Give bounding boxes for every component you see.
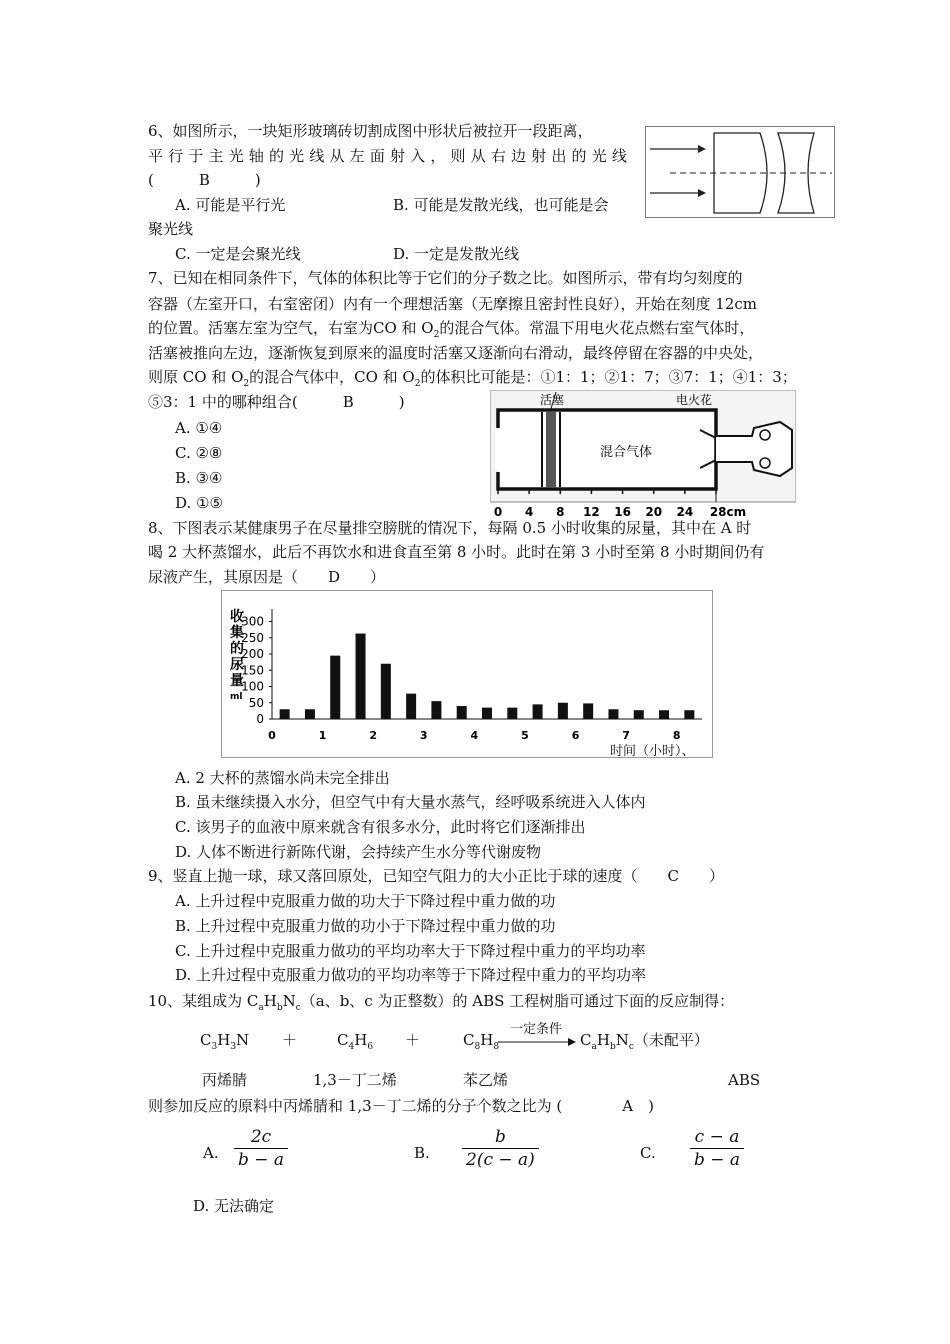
q7-line3: 的位置。活塞左室为空气，右室为CO 和 $O_2$的混合气体。常温下用电火花点燃右室气体时， [148,319,755,340]
bar [356,634,366,719]
q9-option-b: B. 上升过程中克服重力做的功小于下降过程中重力做的功 [175,917,556,935]
q6-option-d: D. 一定是发散光线 [393,245,520,263]
y-tick-label: 50 [248,695,264,710]
q6-option-c: C. 一定是会聚光线 [175,245,301,263]
y-tick-label: 300 [241,614,264,629]
gas-label: 混合气体 [600,445,653,460]
plus-sign-2: ＋ [405,1031,421,1049]
bar [381,664,391,719]
plus-sign-1: ＋ [282,1031,298,1049]
q8-option-a: A. 2 大杯的蒸馏水尚未完全排出 [175,769,390,787]
bar [431,701,441,719]
lens-figure [645,126,835,218]
q6-option-a: A. 可能是平行光 [175,196,286,214]
q9-option-d: D. 上升过程中克服重力做功的平均功率等于下降过程中重力的平均功率 [175,966,647,984]
q7-line4: 活塞被推向左边，逐渐恢复到原来的温度时活塞又逐渐向右滑动，最终停留在容器的中央处， [148,344,764,362]
x-tick-label: 3 [419,729,428,742]
x-tick-label: 7 [622,729,630,742]
spark-label: 电火花 [676,393,713,407]
bar [634,710,644,719]
q7-line1: 7、已知在相同条件下，气体的体积比等于它们的分子数之比。如图所示，带有均匀刻度的 [148,269,743,287]
x-tick-label: 4 [470,729,479,742]
bar [330,656,340,719]
q8-line2: 喝 2 大杯蒸馏水，此后不再饮水和进食直至第 8 小时。此时在第 3 小时至第 8 小时期间仍有 [148,543,765,561]
name-butadiene: 1,3－丁二烯 [313,1071,397,1089]
q6-line2: 平 行 于 主 光 轴 的 光 线 从 左 面 射 入 ， 则 从 右 边 射 出 的 光 线 [148,147,628,165]
q7-option-d: D. ①⑤ [175,494,223,512]
chart-ylabel: 收集的尿量 ml [230,609,244,702]
name-acrylonitrile: 丙烯腈 [202,1071,248,1089]
y-tick-label: 250 [241,630,264,645]
scale-tick-label: 0 [493,505,503,519]
q6-option-b-cont: 聚光线 [148,220,194,238]
q10-line1: 10、某组成为 $C_aH_bN_c(a$、b、c 为正整数）的 ABS 工程树脂可通过下面的反应制得： [148,992,735,1013]
x-tick-label: 8 [672,729,681,742]
bar [533,704,543,719]
scale-tick-label: 16 [614,505,631,519]
q10-option-d: D. 无法确定 [193,1197,275,1215]
y-tick-label: 200 [241,647,264,661]
bar [305,709,315,719]
product-abs: $C_aH_bN_c$（未配平） [580,1031,709,1052]
urine-chart [221,590,713,758]
bar [684,710,694,719]
lens-diagram [646,127,834,217]
scale-tick-label: 28cm [709,505,747,519]
name-styrene: 苯乙烯 [463,1071,509,1089]
y-tick-label: 0 [256,712,264,726]
name-abs: ABS [728,1071,761,1089]
reaction-arrow [498,1038,578,1046]
scale-tick-label: 8 [556,505,565,519]
scale-tick-label: 24 [676,505,694,519]
q10-option-c-label: C. [640,1144,656,1162]
piston-diagram [490,390,796,520]
q7-line2: 容器（左室开口，右室密闭）内有一个理想活塞（无摩擦且密封性良好），开始在刻度 12cm [148,295,757,313]
fraction-c: $\frac{c - a}{b - a}$ [690,1126,744,1171]
y-tick-label: 100 [241,679,264,694]
bar [280,709,290,719]
q6-line1: 6、如图所示，一块矩形玻璃砖切割成图中形状后被拉开一段距离， [148,122,593,140]
q7-option-c: C. ②⑧ [175,444,223,462]
reactant-styrene: $C_8H_8$ [463,1031,500,1052]
q6-option-b: B. 可能是发散光线，也可能是会 [393,196,609,214]
q6-answer: ( B ) [148,171,261,189]
scale-tick-label: 4 [524,505,534,519]
y-tick-label: 150 [241,663,264,678]
reactant-acrylonitrile: $C_3H_3N$ [200,1031,250,1052]
q7-option-b: B. ③④ [175,469,223,487]
x-tick-label: 5 [521,729,529,742]
bar [507,708,517,719]
x-tick-label: 0 [268,729,276,742]
q9-line1: 9、竖直上抛一球，球又落回原处，已知空气阻力的大小正比于球的速度（ C ） [148,867,725,885]
reactant-butadiene: $C_4H_6$ [337,1031,374,1052]
q8-line1: 8、下图表示某健康男子在尽量排空膀胱的情况下，每隔 0.5 小时收集的尿量，其中在 A 时 [148,519,752,537]
q8-option-b: B. 虽未继续摄入水分，但空气中有大量水蒸气，经呼吸系统进入人体内 [175,793,646,811]
q7-option-a: A. ①④ [175,419,223,437]
q8-option-d: D. 人体不断进行新陈代谢，会持续产生水分等代谢废物 [175,843,542,861]
fraction-a: $\frac{2c}{b - a}$ [234,1126,288,1171]
x-tick-label: 6 [571,729,580,742]
piston-label: 活塞 [540,393,565,407]
q10-option-a-label: A. [203,1144,219,1162]
q10-question: 则参加反应的原料中丙烯腈和 1,3－丁二烯的分子个数之比为 ( A ) [148,1097,654,1115]
bar [406,694,416,719]
scale-tick-label: 12 [583,505,600,519]
scale-tick-label: 20 [645,505,663,519]
x-tick-label: 1 [318,729,327,742]
q8-option-c: C. 该男子的血液中原来就含有很多水分，此时将它们逐渐排出 [175,818,586,836]
bar [583,703,593,719]
piston-figure [490,390,796,520]
q8-line3: 尿液产生，其原因是（ D ） [148,568,386,586]
chart-xlabel: 时间（小时）、 [610,744,695,759]
q7-line5: 则原 CO 和 $O_2$的混合气体中，CO 和 $O_2$的体积比可能是：①1：1；②1：7；③7：1；④1：3； [148,368,797,389]
fraction-b: $\frac{b}{2(c - a)}$ [462,1126,539,1171]
q9-option-a: A. 上升过程中克服重力做的功大于下降过程中重力做的功 [175,892,556,910]
x-tick-label: 2 [369,729,378,742]
bar [558,703,568,719]
bar [457,706,467,719]
reaction-condition: 一定条件 [509,1022,562,1037]
bar [659,710,669,719]
urine-bar-chart [222,591,712,757]
bar [482,708,492,719]
q10-option-b-label: B. [414,1144,430,1162]
q9-option-c: C. 上升过程中克服重力做功的平均功率大于下降过程中重力的平均功率 [175,942,646,960]
bar [608,709,618,719]
q7-line6: ⑤3：1 中的哪种组合( B ) [148,393,405,411]
